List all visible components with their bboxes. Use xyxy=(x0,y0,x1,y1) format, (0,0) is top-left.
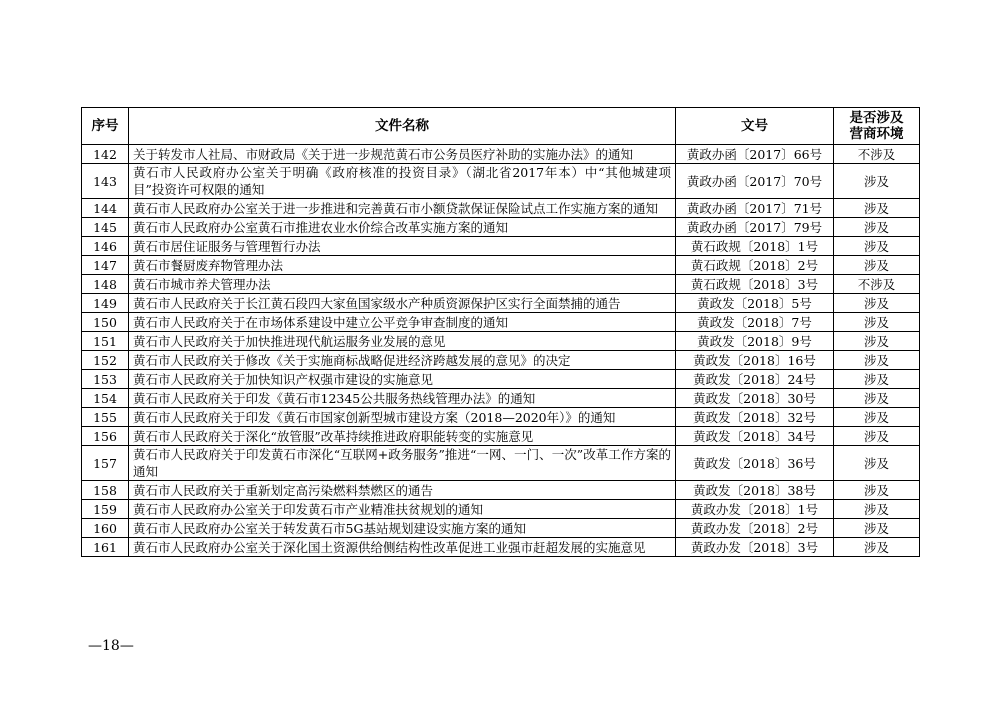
row-serial-number: 158 xyxy=(82,481,129,500)
table-row xyxy=(82,481,920,500)
row-document-name: 黄石市城市养犬管理办法 xyxy=(129,275,676,294)
row-document-name: 黄石市人民政府关于长江黄石段四大家鱼国家级水产种质资源保护区实行全面禁捕的通告 xyxy=(129,294,676,313)
row-serial-number: 148 xyxy=(82,275,129,294)
row-business-environment-flag: 涉及 xyxy=(834,538,920,557)
row-document-name: 黄石市人民政府关于重新划定高污染燃料禁燃区的通告 xyxy=(129,481,676,500)
row-document-number: 黄政发〔2018〕36号 xyxy=(676,446,834,481)
page-number: —18— xyxy=(88,638,134,654)
row-serial-number: 156 xyxy=(82,427,129,446)
table-row xyxy=(82,237,920,256)
table-header-row xyxy=(82,108,920,145)
table-row xyxy=(82,199,920,218)
row-serial-number: 144 xyxy=(82,199,129,218)
row-business-environment-flag: 涉及 xyxy=(834,408,920,427)
table-row xyxy=(82,294,920,313)
row-document-number: 黄政办函〔2017〕70号 xyxy=(676,164,834,199)
row-document-name: 黄石市餐厨废弃物管理办法 xyxy=(129,256,676,275)
row-document-name: 黄石市人民政府关于加快知识产权强市建设的实施意见 xyxy=(129,370,676,389)
row-serial-number: 147 xyxy=(82,256,129,275)
row-document-number: 黄政发〔2018〕24号 xyxy=(676,370,834,389)
row-document-name: 黄石市人民政府办公室关于深化国土资源供给侧结构性改革促进工业强市赶超发展的实施意见 xyxy=(129,538,676,557)
row-document-name: 黄石市人民政府办公室关于转发黄石市5G基站规划建设实施方案的通知 xyxy=(129,519,676,538)
row-document-name: 黄石市人民政府办公室关于印发黄石市产业精准扶贫规划的通知 xyxy=(129,500,676,519)
row-serial-number: 159 xyxy=(82,500,129,519)
row-serial-number: 155 xyxy=(82,408,129,427)
table-row xyxy=(82,275,920,294)
row-document-name: 黄石市人民政府办公室关于明确《政府核准的投资目录》（湖北省2017年本）中“其他城建项目”投资许可权限的通知 xyxy=(129,164,676,199)
header-business-environment xyxy=(834,108,920,145)
table-row xyxy=(82,427,920,446)
row-document-name: 黄石市人民政府关于深化“放管服”改革持续推进政府职能转变的实施意见 xyxy=(129,427,676,446)
row-document-number: 黄政发〔2018〕16号 xyxy=(676,351,834,370)
row-business-environment-flag: 涉及 xyxy=(834,237,920,256)
table-body xyxy=(82,145,920,557)
table-row xyxy=(82,313,920,332)
row-serial-number: 145 xyxy=(82,218,129,237)
row-document-name: 黄石市人民政府关于印发《黄石市国家创新型城市建设方案（2018—2020年）》的通知 xyxy=(129,408,676,427)
table-row xyxy=(82,389,920,408)
row-business-environment-flag: 涉及 xyxy=(834,164,920,199)
row-document-name: 黄石市人民政府关于印发《黄石市12345公共服务热线管理办法》的通知 xyxy=(129,389,676,408)
row-business-environment-flag: 涉及 xyxy=(834,519,920,538)
row-business-environment-flag: 不涉及 xyxy=(834,275,920,294)
row-document-name: 黄石市人民政府办公室黄石市推进农业水价综合改革实施方案的通知 xyxy=(129,218,676,237)
row-document-number: 黄政办函〔2017〕66号 xyxy=(676,145,834,164)
table-row xyxy=(82,370,920,389)
row-document-number: 黄政办发〔2018〕1号 xyxy=(676,500,834,519)
header-document-name: 文件名称 xyxy=(129,108,676,145)
row-document-name: 黄石市人民政府关于加快推进现代航运服务业发展的意见 xyxy=(129,332,676,351)
row-document-number: 黄石政规〔2018〕3号 xyxy=(676,275,834,294)
row-business-environment-flag: 涉及 xyxy=(834,427,920,446)
row-business-environment-flag: 涉及 xyxy=(834,294,920,313)
table-row xyxy=(82,538,920,557)
row-document-number: 黄政发〔2018〕7号 xyxy=(676,313,834,332)
row-business-environment-flag: 涉及 xyxy=(834,256,920,275)
row-business-environment-flag: 涉及 xyxy=(834,199,920,218)
table-row xyxy=(82,351,920,370)
table-row xyxy=(82,145,920,164)
row-serial-number: 146 xyxy=(82,237,129,256)
row-serial-number: 157 xyxy=(82,446,129,481)
row-document-number: 黄政发〔2018〕9号 xyxy=(676,332,834,351)
header-document-number: 文号 xyxy=(676,108,834,145)
table-row xyxy=(82,519,920,538)
table-row xyxy=(82,256,920,275)
header-business-environment-line2: 营商环境 xyxy=(849,126,904,142)
row-document-number: 黄政办函〔2017〕71号 xyxy=(676,199,834,218)
table-row xyxy=(82,218,920,237)
row-document-number: 黄政发〔2018〕30号 xyxy=(676,389,834,408)
row-business-environment-flag: 涉及 xyxy=(834,351,920,370)
table-row xyxy=(82,446,920,481)
row-serial-number: 154 xyxy=(82,389,129,408)
row-document-number: 黄政发〔2018〕32号 xyxy=(676,408,834,427)
row-document-number: 黄政发〔2018〕34号 xyxy=(676,427,834,446)
row-document-number: 黄政发〔2018〕38号 xyxy=(676,481,834,500)
table-row xyxy=(82,408,920,427)
row-serial-number: 151 xyxy=(82,332,129,351)
table-row xyxy=(82,164,920,199)
row-serial-number: 143 xyxy=(82,164,129,199)
row-document-name: 黄石市人民政府办公室关于进一步推进和完善黄石市小额贷款保证保险试点工作实施方案的通知 xyxy=(129,199,676,218)
row-document-number: 黄政办发〔2018〕2号 xyxy=(676,519,834,538)
row-serial-number: 152 xyxy=(82,351,129,370)
row-serial-number: 153 xyxy=(82,370,129,389)
row-serial-number: 142 xyxy=(82,145,129,164)
row-document-number: 黄政办发〔2018〕3号 xyxy=(676,538,834,557)
row-business-environment-flag: 涉及 xyxy=(834,500,920,519)
row-document-name: 黄石市人民政府关于印发黄石市深化“互联网+政务服务”推进“一网、一门、一次”改革工作方案的通知 xyxy=(129,446,676,481)
row-business-environment-flag: 涉及 xyxy=(834,370,920,389)
header-business-environment-line1: 是否涉及 xyxy=(849,110,904,126)
row-document-number: 黄政办函〔2017〕79号 xyxy=(676,218,834,237)
table-row xyxy=(82,500,920,519)
row-business-environment-flag: 涉及 xyxy=(834,218,920,237)
row-document-number: 黄政发〔2018〕5号 xyxy=(676,294,834,313)
row-document-number: 黄石政规〔2018〕1号 xyxy=(676,237,834,256)
row-serial-number: 150 xyxy=(82,313,129,332)
row-business-environment-flag: 涉及 xyxy=(834,481,920,500)
row-document-name: 黄石市人民政府关于修改《关于实施商标战略促进经济跨越发展的意见》的决定 xyxy=(129,351,676,370)
header-serial-number: 序号 xyxy=(82,108,129,145)
document-table xyxy=(81,107,920,557)
table-row xyxy=(82,332,920,351)
row-serial-number: 149 xyxy=(82,294,129,313)
row-document-name: 关于转发市人社局、市财政局《关于进一步规范黄石市公务员医疗补助的实施办法》的通知 xyxy=(129,145,676,164)
row-serial-number: 160 xyxy=(82,519,129,538)
row-business-environment-flag: 涉及 xyxy=(834,446,920,481)
row-business-environment-flag: 不涉及 xyxy=(834,145,920,164)
row-serial-number: 161 xyxy=(82,538,129,557)
row-document-number: 黄石政规〔2018〕2号 xyxy=(676,256,834,275)
row-business-environment-flag: 涉及 xyxy=(834,332,920,351)
row-document-name: 黄石市人民政府关于在市场体系建设中建立公平竞争审查制度的通知 xyxy=(129,313,676,332)
row-business-environment-flag: 涉及 xyxy=(834,389,920,408)
row-document-name: 黄石市居住证服务与管理暂行办法 xyxy=(129,237,676,256)
row-business-environment-flag: 涉及 xyxy=(834,313,920,332)
